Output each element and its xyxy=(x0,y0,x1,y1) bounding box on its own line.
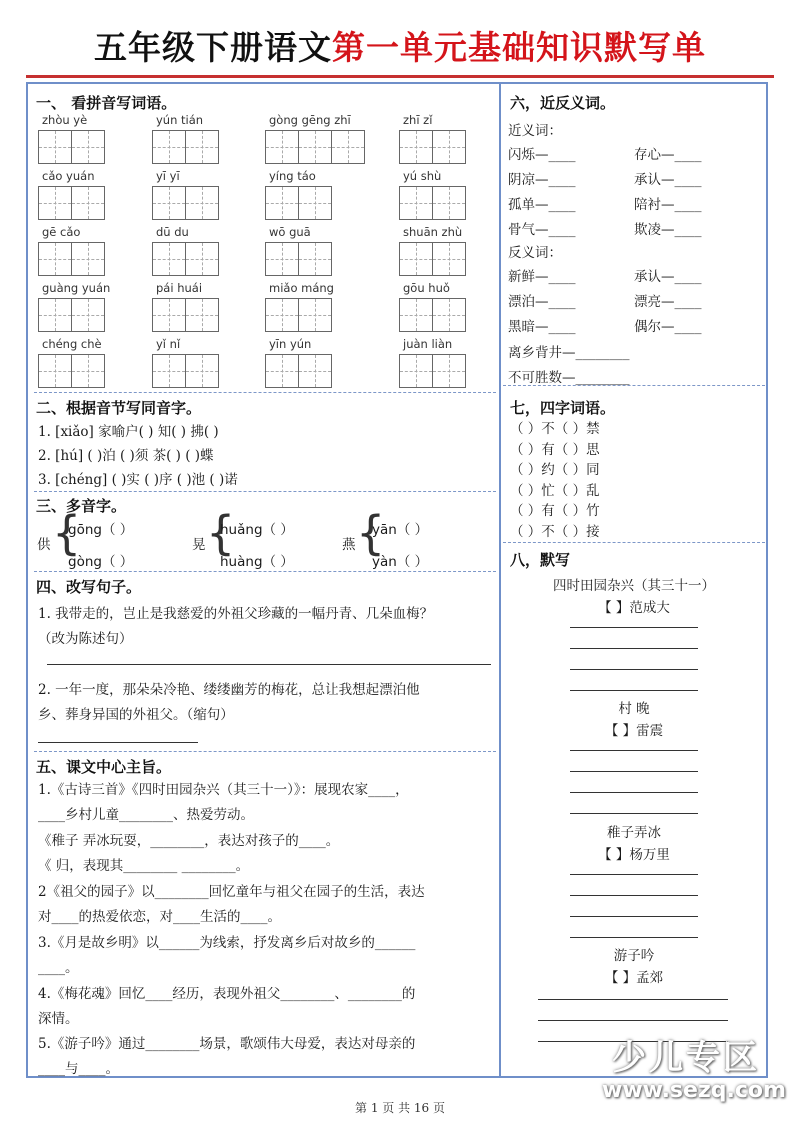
writing-cell[interactable] xyxy=(298,298,332,332)
writing-cells xyxy=(399,298,465,332)
writing-cell[interactable] xyxy=(152,130,186,164)
title-rule xyxy=(26,75,774,78)
theme-line: 2《祖父的园子》以________回忆童年与祖父在园子的生活，表达 xyxy=(38,884,425,900)
writing-cell[interactable] xyxy=(432,354,466,388)
answer-line[interactable] xyxy=(570,895,698,896)
pinyin-label: gē cǎo xyxy=(42,225,81,239)
divider xyxy=(34,751,496,752)
writing-cell[interactable] xyxy=(71,242,105,276)
section-3-heading: 三、多音字。 xyxy=(36,497,127,515)
answer-line[interactable] xyxy=(570,669,698,670)
writing-cell[interactable] xyxy=(298,186,332,220)
writing-cells xyxy=(265,298,331,332)
writing-cell[interactable] xyxy=(399,242,433,276)
brace: { xyxy=(52,506,82,560)
theme-line: 深情。 xyxy=(38,1011,79,1027)
antonym-item: 漂亮—____ xyxy=(634,294,702,310)
section-6-heading: 六，近反义词。 xyxy=(510,94,616,112)
synonym-item: 孤单—____ xyxy=(508,197,576,213)
antonym-label: 反义词： xyxy=(508,245,562,261)
writing-cell[interactable] xyxy=(432,242,466,276)
writing-cell[interactable] xyxy=(185,186,219,220)
poem-title: 村 晚 xyxy=(618,701,650,717)
polyphone-2a: huǎng（ ） xyxy=(220,522,294,538)
pinyin-label: guàng yuán xyxy=(42,281,111,295)
idiom-row: （ ）不（ ）接 xyxy=(510,523,600,540)
writing-cell[interactable] xyxy=(298,130,332,164)
writing-cell[interactable] xyxy=(152,186,186,220)
brace: { xyxy=(356,506,386,560)
antonym-item: 偶尔—____ xyxy=(634,319,702,335)
synonym-item: 骨气—____ xyxy=(508,222,576,238)
writing-cell[interactable] xyxy=(298,242,332,276)
title-grade: 五年级下册语文 xyxy=(94,28,332,67)
synonym-item: 承认—____ xyxy=(634,172,702,188)
theme-line: 5.《游子吟》通过________场景，歌颂伟大母爱，表达对母亲的 xyxy=(38,1036,416,1052)
watermark-logo xyxy=(588,1028,798,1108)
divider xyxy=(34,571,496,572)
pinyin-label: chéng chè xyxy=(42,337,102,351)
divider xyxy=(34,392,496,393)
writing-cell[interactable] xyxy=(265,354,299,388)
pinyin-label: gòng gēng zhī xyxy=(269,113,351,127)
poem-title: 稚子弄冰 xyxy=(607,825,661,841)
synonym-label: 近义词： xyxy=(508,123,562,139)
polyphone-char-2: 晃 xyxy=(192,537,206,553)
answer-line[interactable] xyxy=(570,937,698,938)
writing-cell[interactable] xyxy=(152,298,186,332)
homophone-line-2: 2. [hú] ( )泊 ( )须 茶( ) ( )蝶 xyxy=(38,448,214,464)
idiom-row: （ ）有（ ）竹 xyxy=(510,503,600,519)
page-title xyxy=(0,22,800,69)
theme-line: 1.《古诗三首》《四时田园杂兴（其三十一）》：展现农家____， xyxy=(38,782,409,798)
theme-line: 对____的热爱依恋，对____生活的____。 xyxy=(38,909,281,925)
theme-line: 4.《梅花魂》回忆____经历，表现外祖父________、________的 xyxy=(38,986,416,1002)
writing-cell[interactable] xyxy=(152,242,186,276)
answer-line[interactable] xyxy=(570,792,698,793)
theme-line: 3.《月是故乡明》以______为线索，抒发离乡后对故乡的______ xyxy=(38,935,416,951)
synonym-item: 存心—____ xyxy=(634,147,702,163)
writing-cell[interactable] xyxy=(432,186,466,220)
writing-cell[interactable] xyxy=(71,354,105,388)
writing-cell[interactable] xyxy=(71,130,105,164)
answer-line[interactable] xyxy=(38,742,198,743)
pinyin-label: gōu huǒ xyxy=(403,281,450,295)
answer-line[interactable] xyxy=(570,916,698,917)
writing-cells xyxy=(38,298,104,332)
synonym-item: 闪烁—____ xyxy=(508,147,576,163)
poem-author: 【 】杨万里 xyxy=(598,847,670,863)
pinyin-label: yíng táo xyxy=(269,169,316,183)
writing-cell[interactable] xyxy=(265,130,299,164)
answer-line[interactable] xyxy=(570,690,698,691)
writing-cell[interactable] xyxy=(38,354,72,388)
polyphone-1a: gōng（ ） xyxy=(68,522,134,538)
page-number: 第 1 页 共 16 页 xyxy=(355,1101,445,1115)
rewrite-q1-note: （改为陈述句） xyxy=(38,631,133,647)
theme-line: ____与____。 xyxy=(38,1061,119,1077)
antonym-item: 黑暗—____ xyxy=(508,319,576,335)
writing-cells xyxy=(265,130,364,164)
writing-cells xyxy=(152,186,218,220)
theme-line: ____。 xyxy=(38,960,79,976)
poem-author: 【 】孟郊 xyxy=(604,970,664,986)
pinyin-label: shuān zhù xyxy=(403,225,463,239)
writing-cell[interactable] xyxy=(265,186,299,220)
writing-cells xyxy=(152,242,218,276)
synonym-item: 阴凉—____ xyxy=(508,172,576,188)
polyphone-1b: gòng（ ） xyxy=(68,554,134,570)
pinyin-label: dū du xyxy=(156,225,189,239)
pinyin-label: zhòu yè xyxy=(42,113,88,127)
section-4-heading: 四、改写句子。 xyxy=(36,578,142,596)
writing-cell[interactable] xyxy=(38,130,72,164)
pinyin-label: yǐ nǐ xyxy=(156,337,181,351)
writing-cell[interactable] xyxy=(38,186,72,220)
antonym-item: 新鲜—____ xyxy=(508,269,576,285)
writing-cells xyxy=(399,242,465,276)
synonym-item: 欺凌—____ xyxy=(634,222,702,238)
polyphone-3a: yān（ ） xyxy=(372,522,429,538)
polyphone-3b: yàn（ ） xyxy=(372,554,429,570)
writing-cells xyxy=(399,354,465,388)
answer-line[interactable] xyxy=(538,1020,728,1021)
section-1-heading: 一、 看拼音写词语。 xyxy=(36,94,177,112)
watermark-url: www.sezq.com xyxy=(602,1078,786,1103)
poem-title: 游子吟 xyxy=(613,948,655,964)
answer-line[interactable] xyxy=(538,999,728,1000)
divider xyxy=(503,542,765,543)
writing-cells xyxy=(38,354,104,388)
poem-title: 四时田园杂兴（其三十一） xyxy=(553,578,715,594)
writing-cell[interactable] xyxy=(71,298,105,332)
rewrite-q2: 2. 一年一度，那朵朵冷艳、缕缕幽芳的梅花，总让我想起漂泊他 xyxy=(38,682,420,698)
homophone-line-3: 3. [chéng] ( )实 ( )序 ( )池 ( )诺 xyxy=(38,472,238,488)
writing-cells xyxy=(399,130,465,164)
writing-cell[interactable] xyxy=(38,242,72,276)
writing-cell[interactable] xyxy=(298,354,332,388)
rewrite-q1: 1. 我带走的，岂止是我慈爱的外祖父珍藏的一幅丹青、几朵血梅？ xyxy=(38,606,434,622)
writing-cells xyxy=(152,298,218,332)
answer-line[interactable] xyxy=(570,874,698,875)
synonym-item: 陪衬—____ xyxy=(634,197,702,213)
writing-cell[interactable] xyxy=(71,186,105,220)
divider xyxy=(34,491,496,492)
antonym-single-2: 不可胜数—________ xyxy=(508,370,630,386)
section-5-heading: 五、课文中心主旨。 xyxy=(36,758,172,776)
writing-cell[interactable] xyxy=(265,298,299,332)
writing-cell[interactable] xyxy=(185,242,219,276)
section-2-heading: 二、根据音节写同音字。 xyxy=(36,399,202,417)
writing-cell[interactable] xyxy=(399,186,433,220)
writing-cell[interactable] xyxy=(432,130,466,164)
theme-line: ____乡村儿童________、热爱劳动。 xyxy=(38,807,254,823)
pinyin-label: juàn liàn xyxy=(403,337,453,351)
pinyin-label: yún tián xyxy=(156,113,204,127)
antonym-item: 漂泊—____ xyxy=(508,294,576,310)
polyphone-2b: huàng（ ） xyxy=(220,554,294,570)
writing-cell[interactable] xyxy=(331,130,365,164)
poem-author: 【 】范成大 xyxy=(598,600,670,616)
writing-cell[interactable] xyxy=(185,298,219,332)
theme-line: 《稚子 弄冰玩耍，________，表达对孩子的____。 xyxy=(38,833,340,849)
rewrite-q2-note: 乡、葬身异国的外祖父。（缩句） xyxy=(38,707,234,723)
pinyin-label: yīn yún xyxy=(269,337,312,351)
pinyin-label: yú shù xyxy=(403,169,442,183)
pinyin-label: cǎo yuán xyxy=(42,169,95,183)
answer-line[interactable] xyxy=(570,813,698,814)
antonym-single-1: 离乡背井—________ xyxy=(508,345,630,361)
divider xyxy=(503,385,765,386)
writing-cell[interactable] xyxy=(152,354,186,388)
pinyin-label: yī yī xyxy=(156,169,180,183)
writing-cells xyxy=(38,186,104,220)
writing-cells xyxy=(38,130,104,164)
antonym-item: 承认—____ xyxy=(634,269,702,285)
writing-cells xyxy=(265,354,331,388)
answer-line[interactable] xyxy=(570,771,698,772)
pinyin-label: zhī zǐ xyxy=(403,113,433,127)
writing-cells xyxy=(152,354,218,388)
poem-author: 【 】雷震 xyxy=(604,723,664,739)
polyphone-char-3: 燕 xyxy=(342,537,356,553)
writing-cell[interactable] xyxy=(265,242,299,276)
writing-cell[interactable] xyxy=(432,298,466,332)
writing-cell[interactable] xyxy=(399,298,433,332)
answer-line[interactable] xyxy=(47,664,491,665)
theme-line: 《 归，表现其________ ________。 xyxy=(38,858,250,874)
writing-cells xyxy=(265,242,331,276)
pinyin-label: wō guā xyxy=(269,225,311,239)
writing-cells xyxy=(399,186,465,220)
watermark-title: 少儿专区 xyxy=(612,1038,760,1078)
writing-cell[interactable] xyxy=(185,130,219,164)
answer-line[interactable] xyxy=(570,648,698,649)
idiom-row: （ ）不（ ）禁 xyxy=(510,421,600,437)
section-7-heading: 七，四字词语。 xyxy=(510,399,616,417)
brace: { xyxy=(206,506,236,560)
writing-cells xyxy=(38,242,104,276)
writing-cells xyxy=(152,130,218,164)
answer-line[interactable] xyxy=(570,627,698,628)
idiom-row: （ ）有（ ）思 xyxy=(510,441,600,458)
answer-line[interactable] xyxy=(570,750,698,751)
pinyin-label: pái huái xyxy=(156,281,203,295)
idiom-row: （ ）忙（ ）乱 xyxy=(510,482,600,499)
writing-cells xyxy=(265,186,331,220)
writing-cell[interactable] xyxy=(38,298,72,332)
writing-cell[interactable] xyxy=(185,354,219,388)
pinyin-label: miǎo máng xyxy=(269,281,334,295)
writing-cell[interactable] xyxy=(399,354,433,388)
writing-cell[interactable] xyxy=(399,130,433,164)
homophone-line-1: 1. [xiǎo] 家喻户( ) 知( ) 拂( ) xyxy=(38,424,219,440)
polyphone-char-1: 供 xyxy=(37,537,51,553)
idiom-row: （ ）约（ ）同 xyxy=(510,462,600,478)
title-unit: 第一单元基础知识默写单 xyxy=(332,28,706,67)
section-8-heading: 八，默写 xyxy=(510,551,571,569)
